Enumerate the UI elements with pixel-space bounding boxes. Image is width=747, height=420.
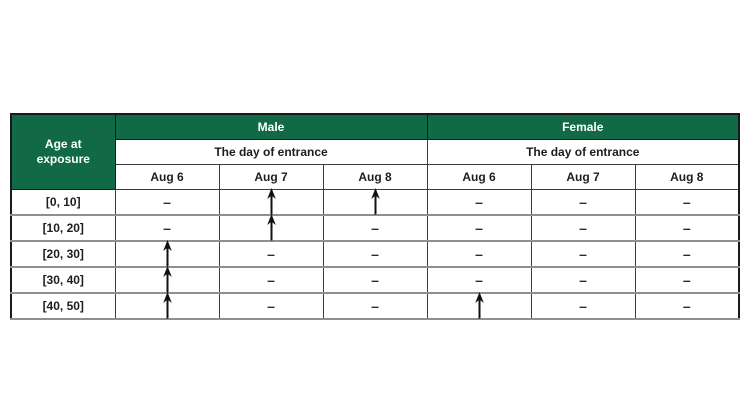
col-header-female-aug7: Aug 7 xyxy=(531,164,635,189)
dash-glyph: – xyxy=(475,245,483,262)
col-header-female-aug8: Aug 8 xyxy=(635,164,739,189)
dash-glyph: – xyxy=(371,271,379,288)
cell-up-arrow xyxy=(427,293,531,319)
dash-glyph: – xyxy=(267,245,275,262)
age-exposure-table xyxy=(10,113,740,320)
cell-dash xyxy=(219,267,323,293)
arrow-up-icon xyxy=(161,240,174,267)
arrow-up-icon xyxy=(161,266,174,293)
group-header-row xyxy=(11,114,739,139)
cell-dash xyxy=(427,267,531,293)
cell-up-arrow xyxy=(115,241,219,267)
cell-up-arrow xyxy=(219,215,323,241)
dash-glyph: – xyxy=(163,219,171,236)
dash-glyph: – xyxy=(475,193,483,210)
cell-dash xyxy=(531,241,635,267)
cell-up-arrow xyxy=(219,189,323,215)
dash-glyph: – xyxy=(267,297,275,314)
cell-dash xyxy=(219,241,323,267)
dash-glyph: – xyxy=(163,193,171,210)
entrance-day-table-figure xyxy=(10,113,740,320)
subheader-female-day-of-entrance: The day of entrance xyxy=(427,139,739,164)
table-body xyxy=(11,189,739,319)
dash-glyph: – xyxy=(475,271,483,288)
dash-glyph: – xyxy=(371,245,379,262)
cell-dash xyxy=(323,241,427,267)
dash-glyph: – xyxy=(475,219,483,236)
dash-glyph: – xyxy=(682,219,691,236)
table-row xyxy=(11,267,739,293)
row-label-age-range: [30, 40] xyxy=(11,267,115,293)
arrow-up-icon xyxy=(369,188,382,215)
cell-dash xyxy=(427,215,531,241)
col-header-male-aug8: Aug 8 xyxy=(323,164,427,189)
subheader-male-day-of-entrance: The day of entrance xyxy=(115,139,427,164)
cell-dash xyxy=(635,267,739,293)
cell-dash xyxy=(427,241,531,267)
cell-up-arrow xyxy=(115,267,219,293)
cell-dash xyxy=(635,189,739,215)
table-header xyxy=(11,114,739,189)
cell-up-arrow xyxy=(323,189,427,215)
arrow-up-icon xyxy=(473,292,486,319)
cell-dash xyxy=(219,293,323,319)
row-label-age-range: [0, 10] xyxy=(11,189,115,215)
arrow-up-icon xyxy=(265,214,278,241)
dash-glyph: – xyxy=(682,193,691,210)
row-label-age-range: [20, 30] xyxy=(11,241,115,267)
day-columns-row xyxy=(11,164,739,189)
dash-glyph: – xyxy=(682,245,691,262)
cell-dash xyxy=(635,241,739,267)
row-label-age-range: [40, 50] xyxy=(11,293,115,319)
cell-dash xyxy=(427,189,531,215)
dash-glyph: – xyxy=(579,193,587,210)
table-row xyxy=(11,189,739,215)
col-header-male-aug6: Aug 6 xyxy=(115,164,219,189)
cell-dash xyxy=(323,293,427,319)
table-row xyxy=(11,293,739,319)
cell-dash xyxy=(635,293,739,319)
dash-glyph: – xyxy=(682,297,691,314)
dash-glyph: – xyxy=(267,271,275,288)
cell-dash xyxy=(531,215,635,241)
dash-glyph: – xyxy=(579,271,587,288)
dash-glyph: – xyxy=(682,271,691,288)
table-row xyxy=(11,215,739,241)
row-label-age-range: [10, 20] xyxy=(11,215,115,241)
cell-dash xyxy=(531,189,635,215)
dash-glyph: – xyxy=(579,219,587,236)
cell-dash xyxy=(115,189,219,215)
cell-up-arrow xyxy=(115,293,219,319)
arrow-up-icon xyxy=(161,292,174,319)
cell-dash xyxy=(531,267,635,293)
group-header-male: Male xyxy=(115,114,427,139)
dash-glyph: – xyxy=(579,245,587,262)
cell-dash xyxy=(323,267,427,293)
cell-dash xyxy=(115,215,219,241)
table-row xyxy=(11,241,739,267)
corner-header-age-at-exposure: Age at exposure xyxy=(11,114,115,189)
dash-glyph: – xyxy=(579,297,587,314)
arrow-up-icon xyxy=(265,188,278,215)
cell-dash xyxy=(531,293,635,319)
subheader-row xyxy=(11,139,739,164)
cell-dash xyxy=(635,215,739,241)
dash-glyph: – xyxy=(371,297,379,314)
col-header-male-aug7: Aug 7 xyxy=(219,164,323,189)
cell-dash xyxy=(323,215,427,241)
col-header-female-aug6: Aug 6 xyxy=(427,164,531,189)
group-header-female: Female xyxy=(427,114,739,139)
dash-glyph: – xyxy=(371,219,379,236)
